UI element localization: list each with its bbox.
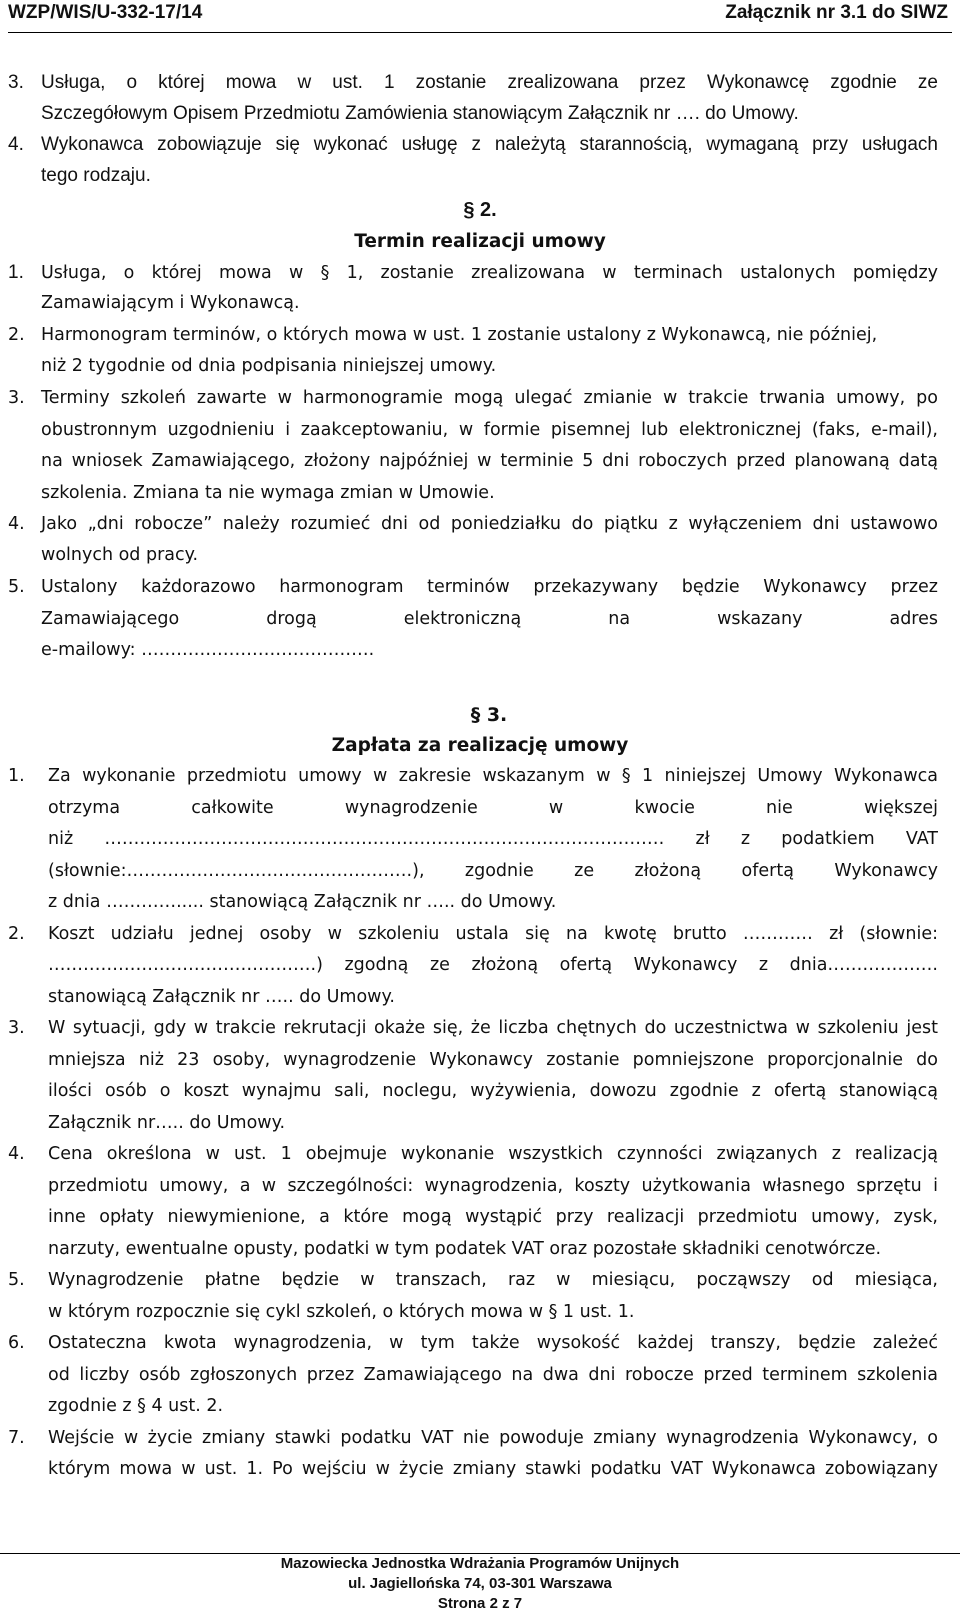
- section-2-title: Termin realizacji umowy: [354, 231, 606, 252]
- list-number: 2.: [8, 325, 25, 345]
- page-header: [8, 0, 952, 33]
- paragraph-line: przedmiotu umowy, a w szczególności: wynagrodzenia, koszty użytkowania własnego sprzętu i: [48, 1176, 938, 1196]
- paragraph-line: od liczby osób zgłoszonych przez Zamawiającego na dwa dni robocze przed terminem szkolenia: [48, 1365, 938, 1385]
- paragraph-line: ……………………………………….) zgodną ze złożoną ofertą Wykonawcy z dnia……………….: [48, 955, 938, 975]
- paragraph-line: e-mailowy: ………………………………….: [41, 640, 375, 660]
- paragraph-line: W sytuacji, gdy w trakcie rekrutacji okaże się, że liczba chętnych do uczestnictwa w szkoleniu jest: [48, 1018, 938, 1038]
- paragraph-line: Ostateczna kwota wynagrodzenia, w tym także wysokość każdej transzy, będzie zależeć: [48, 1333, 938, 1353]
- list-number: 4.: [8, 134, 24, 155]
- paragraph-line: którym mowa w ust. 1. Po wejściu w życie zmiany stawki podatku VAT Wykonawca zobowiązany: [48, 1459, 938, 1479]
- paragraph-line: Terminy szkoleń zawarte w harmonogramie mogą ulegać zmianie w trakcie trwania umowy, po: [41, 388, 938, 408]
- list-number: 5.: [8, 1270, 25, 1290]
- paragraph-line: obustronnym uzgodnieniu i zaakceptowaniu, w formie pisemnej lub elektronicznej (faks, e-mail),: [41, 420, 938, 440]
- paragraph-line: narzuty, ewentualne opusty, podatki w tym podatek VAT oraz pozostałe składniki cenotwórcze.: [48, 1239, 882, 1259]
- paragraph-line: stanowiącą Załącznik nr ….. do Umowy.: [48, 987, 395, 1007]
- section-3-symbol: § 3.: [470, 704, 508, 726]
- page-footer: [0, 1553, 960, 1614]
- paragraph-line: Wykonawca zobowiązuje się wykonać usługę z należytą starannością, wymaganą przy usługach: [41, 134, 938, 155]
- list-number: 5.: [8, 577, 25, 597]
- paragraph-line: wolnych od pracy.: [41, 545, 199, 565]
- paragraph-line: (słownie:………………………………………….), zgodnie ze złożoną ofertą Wykonawcy: [48, 861, 938, 881]
- list-number: 3.: [8, 388, 25, 408]
- paragraph-line: zgodnie z § 4 ust. 2.: [48, 1396, 224, 1416]
- paragraph-line: Zamawiającego drogą elektroniczną na wskazany adres: [41, 609, 938, 629]
- paragraph-line: Wynagrodzenie płatne będzie w transzach, raz w miesiącu, począwszy od miesiąca,: [48, 1270, 938, 1290]
- footer-organization: Mazowiecka Jednostka Wdrażania Programów Unijnych: [280, 1555, 680, 1572]
- paragraph-line: Załącznik nr….. do Umowy.: [48, 1113, 286, 1133]
- paragraph-line: Cena określona w ust. 1 obejmuje wykonanie wszystkich czynności związanych z realizacją: [48, 1144, 938, 1164]
- paragraph-line: Za wykonanie przedmiotu umowy w zakresie wskazanym w § 1 niniejszej Umowy Wykonawca: [48, 766, 938, 786]
- footer-address: ul. Jagiellońska 74, 03-301 Warszawa: [348, 1575, 612, 1592]
- paragraph-line: w którym rozpocznie się cykl szkoleń, o których mowa w § 1 ust. 1.: [48, 1302, 635, 1322]
- page-number: Strona 2 z 7: [437, 1595, 523, 1612]
- paragraph-line: Jako „dni robocze” należy rozumieć dni od poniedziałku do piątku z wyłączeniem dni ustawowo: [41, 514, 938, 534]
- list-number: 2.: [8, 924, 25, 944]
- paragraph-line: tego rodzaju.: [41, 165, 151, 186]
- paragraph-line: Usługa, o której mowa w ust. 1 zostanie zrealizowana przez Wykonawcę zgodnie ze: [41, 72, 938, 93]
- list-number: 3.: [8, 1018, 25, 1038]
- section-2-symbol: § 2.: [463, 199, 497, 221]
- list-number: 7.: [8, 1428, 25, 1448]
- list-number: 4.: [8, 1144, 25, 1164]
- paragraph-line: Koszt udziału jednej osoby w szkoleniu ustala się na kwotę brutto ………… zł (słownie:: [48, 924, 938, 944]
- paragraph-line: inne opłaty niewymienione, a które mogą wystąpić przy realizacji przedmiotu umowy, zysk,: [48, 1207, 938, 1227]
- paragraph-line: Wejście w życie zmiany stawki podatku VAT nie powoduje zmiany wynagrodzenia Wykonawcy, o: [48, 1428, 938, 1448]
- paragraph-line: Szczegółowym Opisem Przedmiotu Zamówienia stanowiącym Załącznik nr …. do Umowy.: [41, 103, 799, 124]
- document-reference: WZP/WIS/U-332-17/14: [8, 2, 203, 23]
- paragraph-line: z dnia …………..... stanowiącą Załącznik nr ….. do Umowy.: [48, 892, 557, 912]
- paragraph-line: ilości osób o koszt wynajmu sali, noclegu, wyżywienia, dowozu zgodnie z ofertą stanowiącą: [48, 1081, 938, 1101]
- list-number: 4.: [8, 514, 25, 534]
- attachment-label: Załącznik nr 3.1 do SIWZ: [725, 2, 948, 23]
- section-3-title: Zapłata za realizację umowy: [331, 735, 629, 756]
- paragraph-line: Harmonogram terminów, o których mowa w ust. 1 zostanie ustalony z Wykonawcą, nie później,: [41, 325, 878, 345]
- paragraph-line: Usługa, o której mowa w § 1, zostanie zrealizowana w terminach ustalonych pomiędzy: [41, 263, 938, 283]
- paragraph-line: na wniosek Zamawiającego, złożony najpóźniej w terminie 5 dni roboczych przed planowaną datą: [41, 451, 938, 471]
- paragraph-line: otrzyma całkowite wynagrodzenie w kwocie nie większej: [48, 798, 938, 818]
- paragraph-line: mniejsza niż 23 osoby, wynagrodzenie Wykonawcy zostanie pomniejszone proporcjonalnie do: [48, 1050, 938, 1070]
- paragraph-line: Zamawiającym i Wykonawcą.: [41, 293, 300, 313]
- paragraph-line: niż …………………………………………………………………………………… zł z podatkiem VAT: [48, 829, 938, 849]
- paragraph-line: niż 2 tygodnie od dnia podpisania niniejszej umowy.: [41, 356, 497, 376]
- list-number: 1.: [8, 766, 25, 786]
- list-number: 1.: [8, 262, 24, 283]
- list-number: 3.: [8, 72, 24, 93]
- list-number: 6.: [8, 1333, 25, 1353]
- paragraph-line: szkolenia. Zmiana ta nie wymaga zmian w Umowie.: [41, 483, 495, 503]
- paragraph-line: Ustalony każdorazowo harmonogram terminów przekazywany będzie Wykonawcy przez: [41, 577, 938, 597]
